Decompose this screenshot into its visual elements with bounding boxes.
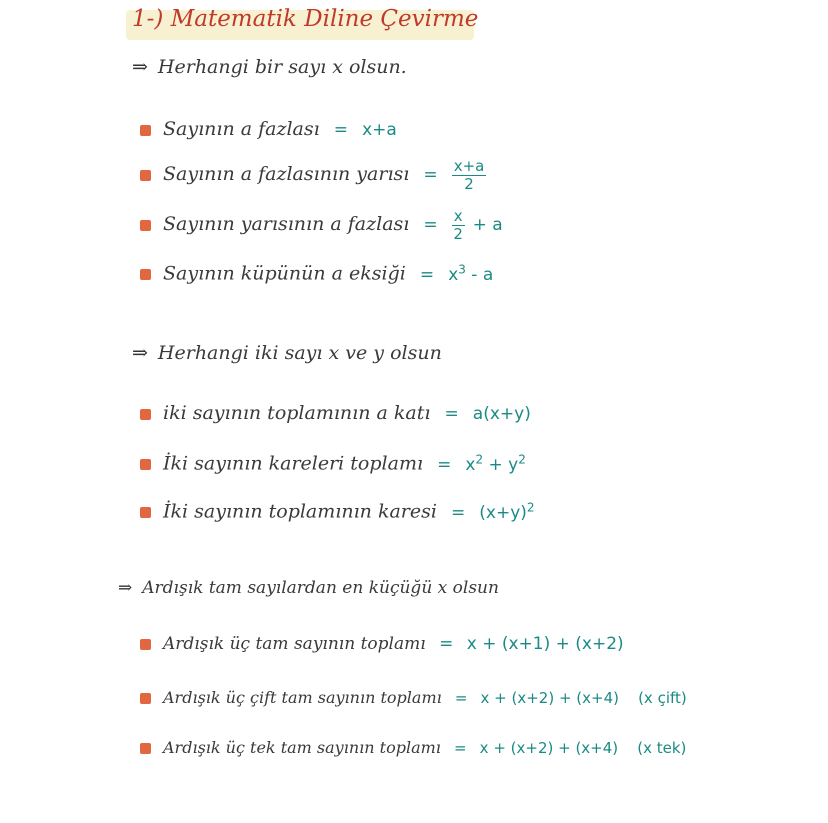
fraction: $\frac{x}{2}$ [453, 207, 463, 243]
section1-intro: ⇒ Herhangi bir sayı x olsun. [132, 56, 407, 78]
list-item: Sayının yarısının a fazlası = $\frac{x}{2}$ + a [140, 208, 503, 242]
list-item: Ardışık üç çift tam sayının toplamı = x + (x+2) + (x+4) (x çift) [140, 688, 687, 707]
list-item: Ardışık üç tam sayının toplamı = x + (x+1) + (x+2) [140, 634, 624, 654]
page-title: 1-) Matematik Diline Çevirme [132, 6, 479, 32]
fraction: $\frac{x+a}{2}$ [453, 157, 485, 193]
list-item: Ardışık üç tek tam sayının toplamı = x + (x+2) + (x+4) (x tek) [140, 738, 686, 757]
square-bullet-icon [140, 459, 151, 470]
square-bullet-icon [140, 639, 151, 650]
square-bullet-icon [140, 125, 151, 136]
square-bullet-icon [140, 269, 151, 280]
section3-intro: ⇒ Ardışık tam sayılardan en küçüğü x olsun [118, 578, 499, 598]
square-bullet-icon [140, 507, 151, 518]
section2-intro: ⇒ Herhangi iki sayı x ve y olsun [132, 342, 442, 364]
right-double-arrow-icon: ⇒ [118, 578, 133, 598]
square-bullet-icon [140, 170, 151, 181]
list-item: Sayının a fazlası = x+a [140, 118, 397, 140]
right-double-arrow-icon: ⇒ [132, 342, 148, 364]
right-double-arrow-icon: ⇒ [132, 56, 148, 78]
list-item: Sayının küpünün a eksiği = $x^3$ - a [140, 262, 493, 285]
square-bullet-icon [140, 693, 151, 704]
square-bullet-icon [140, 409, 151, 420]
list-item: İki sayının kareleri toplamı = $x^2 + y^2$ [140, 452, 526, 475]
list-item: iki sayının toplamının a katı = a(x+y) [140, 402, 531, 424]
list-item: Sayının a fazlasının yarısı = $\frac{x+a}{2}$ [140, 158, 486, 192]
square-bullet-icon [140, 220, 151, 231]
square-bullet-icon [140, 743, 151, 754]
list-item: İki sayının toplamının karesi = $(x+y)^2$ [140, 500, 535, 523]
